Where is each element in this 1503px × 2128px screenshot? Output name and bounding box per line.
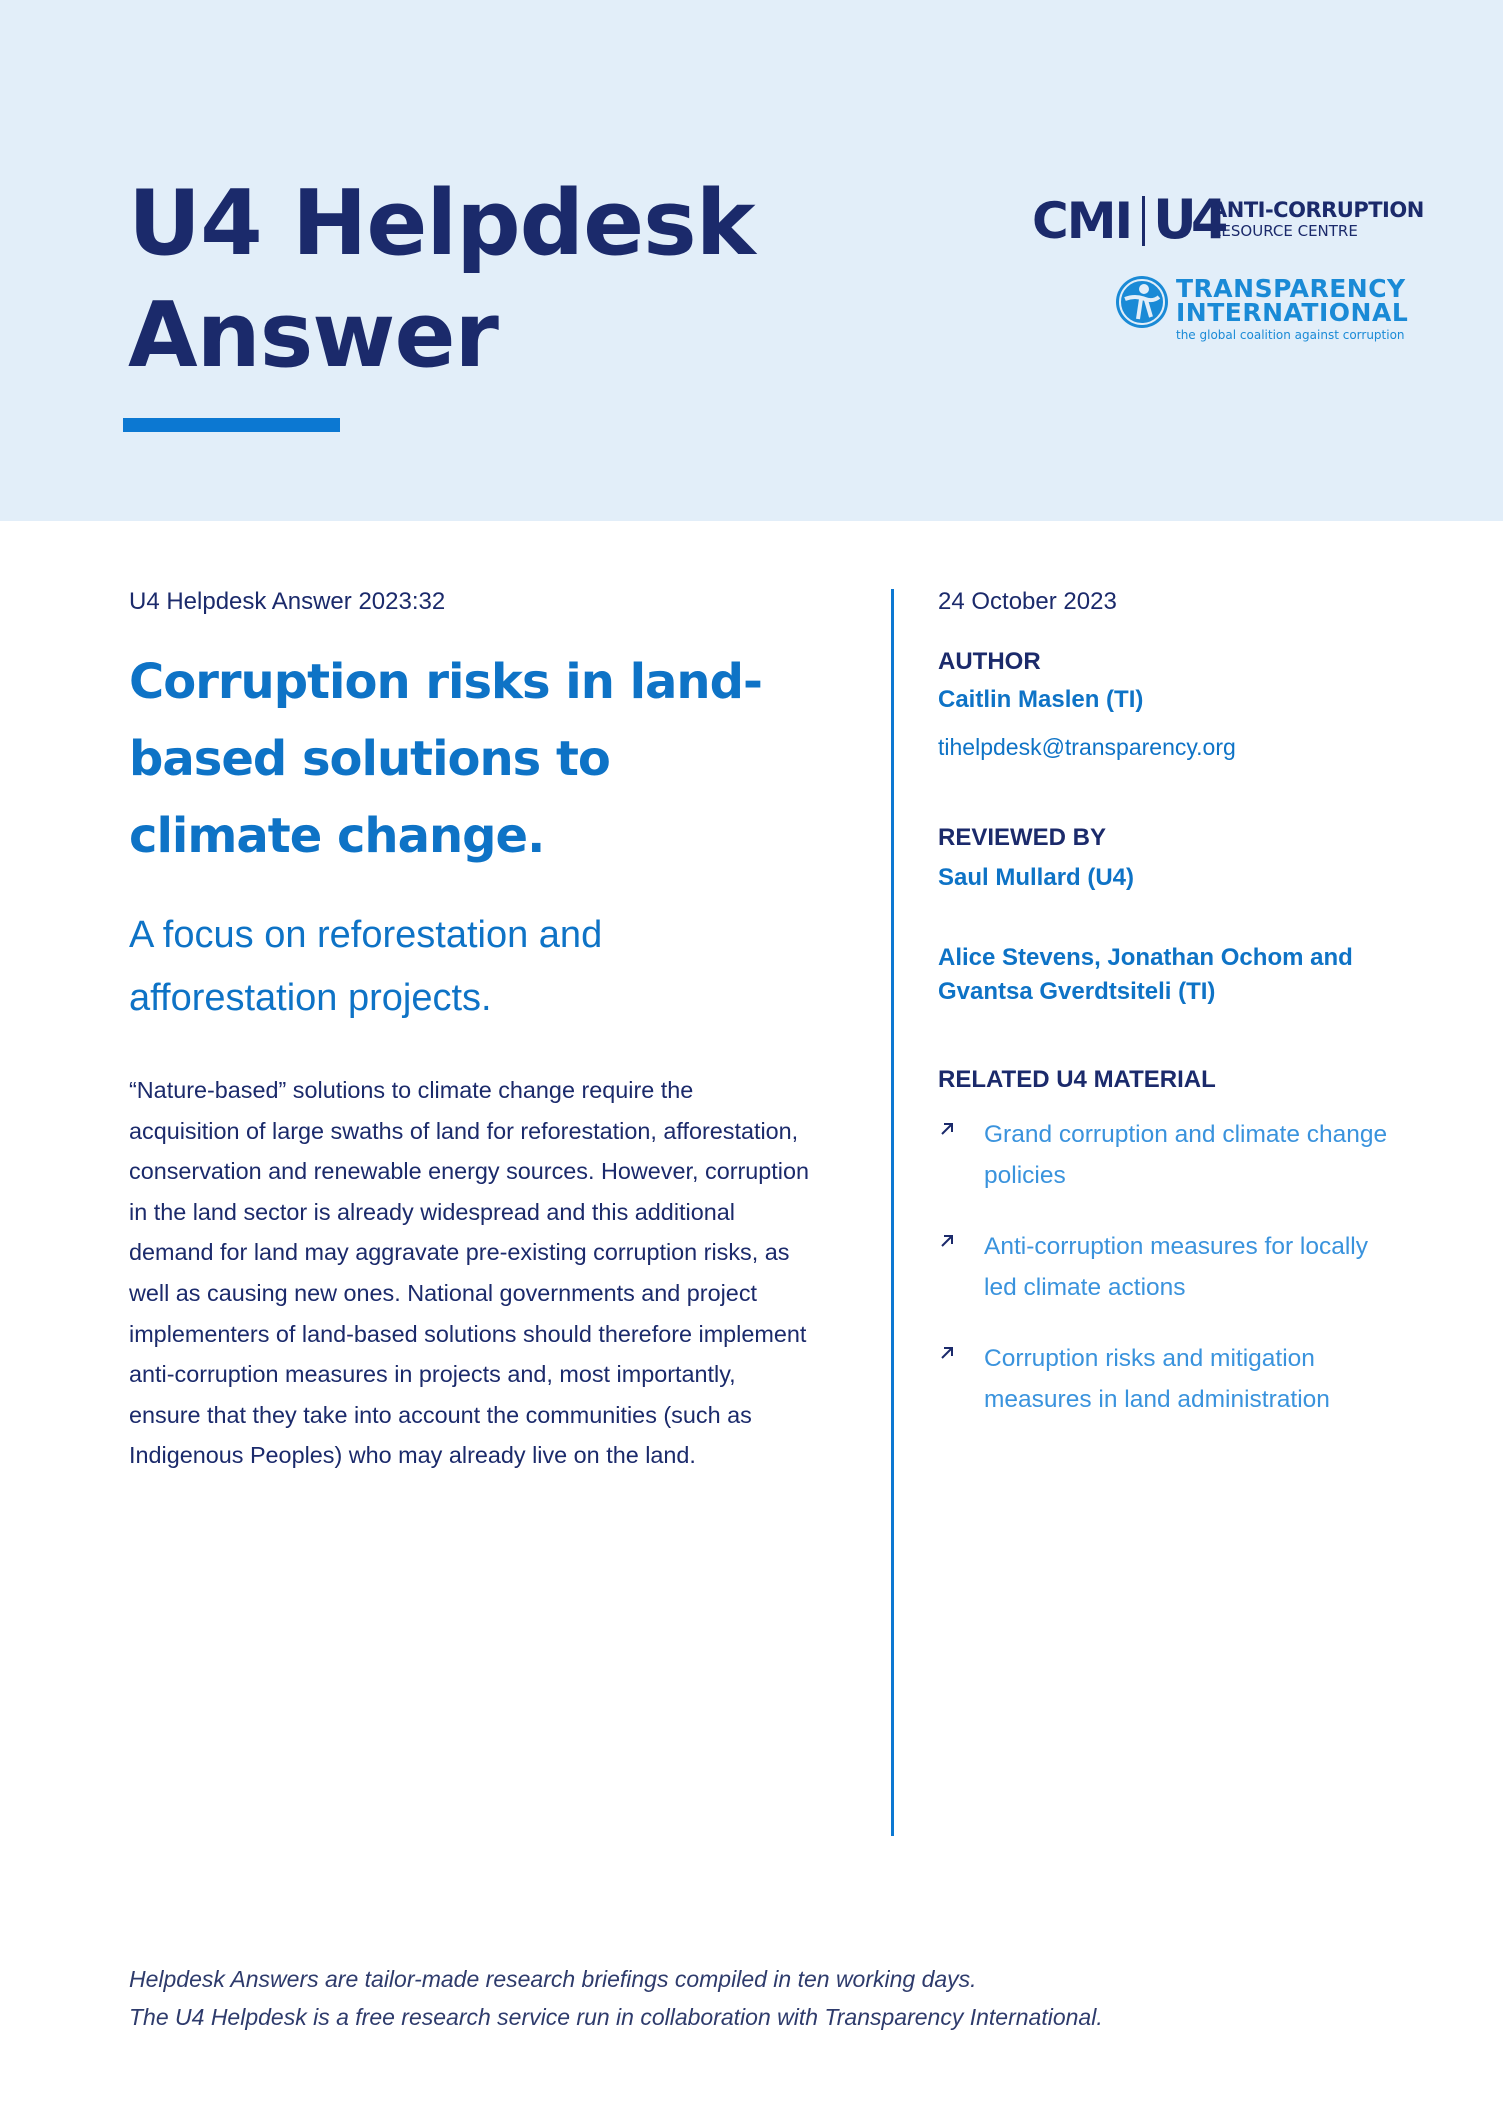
- arrow-up-right-icon: [938, 1120, 956, 1138]
- arrow-up-right-icon: [938, 1344, 956, 1362]
- related-link-text[interactable]: Corruption risks and mitigation measures in land administration: [984, 1345, 1330, 1413]
- footer-note: [129, 1960, 1429, 2036]
- footer-line1: Helpdesk Answers are tailor-made research briefings compiled in ten working days.: [129, 1966, 977, 1992]
- related-link-text[interactable]: Anti-corruption measures for locally led climate actions: [984, 1233, 1368, 1301]
- reviewers-ti: Alice Stevens, Jonathan Ochom and Gvantsa Gverdtsiteli (TI): [938, 944, 1353, 1005]
- ti-logo-line1: TRANSPARENCY: [1176, 274, 1406, 303]
- ti-logo-line2: INTERNATIONAL: [1176, 298, 1409, 327]
- cmi-logo-text: CMI: [1032, 192, 1132, 250]
- u4-logo-text: U4: [1153, 188, 1223, 251]
- logo-separator: [1142, 196, 1145, 246]
- column-divider: [891, 589, 894, 1836]
- document-title: Corruption risks in land-based solutions to climate change.: [129, 654, 762, 864]
- header-banner: [0, 0, 1503, 521]
- contact-email-link[interactable]: tihelpdesk@transparency.org: [938, 734, 1236, 760]
- u4-logo-line2: RESOURCE CENTRE: [1211, 222, 1358, 240]
- ti-logo-tagline: the global coalition against corruption: [1176, 328, 1405, 342]
- ti-globe-icon: [1115, 275, 1169, 329]
- related-link-locally-led[interactable]: [938, 1226, 1398, 1312]
- related-material-label: RELATED U4 MATERIAL: [938, 1066, 1216, 1093]
- footer-line2: The U4 Helpdesk is a free research service run in collaboration with Transparency International.: [129, 2004, 1103, 2030]
- summary-paragraph: “Nature-based” solutions to climate change require the acquisition of large swaths of land for reforestation, afforestation, conservation and renewable energy sources. However, corruption in the land sector is already widespread and this additional demand for land may aggravate pre-existing corruption risks, as well as causing new ones. National governments and project implementers of land-based solutions should therefore implement anti-corruption measures in projects and, most importantly, ensure that they take into account the communities (such as Indigenous Peoples) who may already live on the land.: [129, 1077, 810, 1469]
- page-title: [128, 168, 755, 392]
- cmi-u4-logo: [1032, 188, 1424, 251]
- page-title-line2: Answer: [128, 283, 498, 388]
- u4-logo-line1: ANTI-CORRUPTION: [1211, 198, 1424, 222]
- arrow-up-right-icon: [938, 1232, 956, 1250]
- publication-date: 24 October 2023: [938, 588, 1117, 615]
- reviewed-by-label: REVIEWED BY: [938, 824, 1107, 851]
- title-underline: [123, 418, 340, 432]
- related-link-grand-corruption[interactable]: [938, 1114, 1398, 1200]
- report-id: U4 Helpdesk Answer 2023:32: [129, 588, 446, 615]
- author-label: AUTHOR: [938, 648, 1041, 675]
- document-subtitle: A focus on reforestation and afforestation projects.: [129, 914, 603, 1019]
- reviewer-u4: Saul Mullard (U4): [938, 864, 1135, 891]
- related-link-land-administration[interactable]: [938, 1338, 1398, 1424]
- related-link-text[interactable]: Grand corruption and climate change policies: [984, 1121, 1388, 1189]
- author-name: Caitlin Maslen (TI): [938, 686, 1144, 713]
- page-title-line1: U4 Helpdesk: [128, 171, 755, 276]
- transparency-international-logo: [1115, 273, 1409, 343]
